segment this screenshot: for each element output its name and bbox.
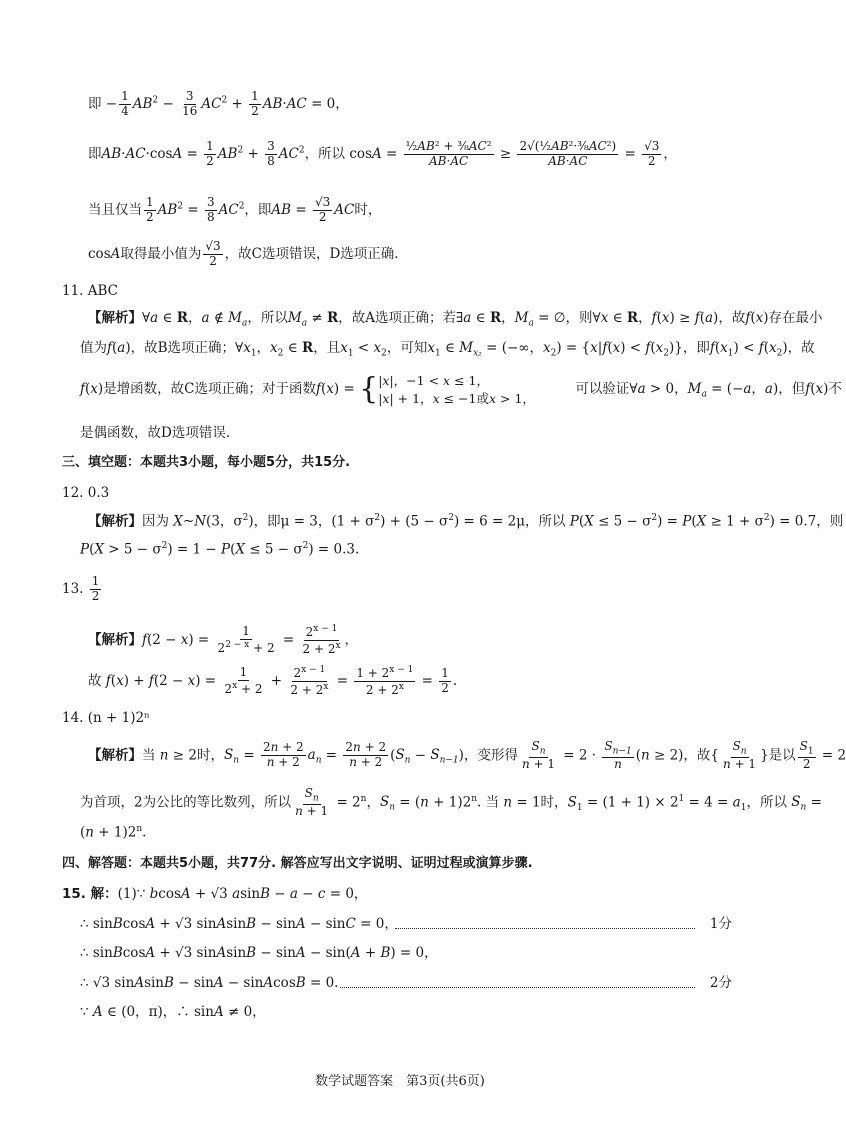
q12-analysis-line2: $P(X > 5 - \sigma^2) = 1 - P(X \le 5 - \sigma^2) = 0.3$. bbox=[80, 541, 360, 558]
analysis-label: 【解析】 bbox=[88, 747, 142, 764]
q14-answer: 14. (n + 1)2ⁿ bbox=[62, 710, 150, 726]
line-10c: 当且仅当 $\frac{1}{2}$ $AB^2$ = $\frac{3}{8}$ $AC^2$，即AB = $\frac{√3}{2}$ AC时， bbox=[88, 195, 382, 224]
q13-analysis-line1: 【解析】f(2 − x) = $\frac{1}{2^{2 - x} + 2}$ = $\frac{2^{x - 1}}{2 + 2^x}$ ， bbox=[88, 624, 359, 656]
q15-line1: 15. 解：(1)∵ bcosA + √3 asinB − a − c = 0， bbox=[62, 886, 368, 902]
q11-analysis-line2: 值为f(a)，故B选项正确；$\forall x_1$，$x_2$ ∈ R，且$x_1 < x_2$，可知$x_1$ ∈ $M_{x_2}$ = (−∞，$x_2) = \{x|f(x) < f(x_2)\}$，即$f(x_1) < f(x_2)$，故 bbox=[80, 340, 815, 359]
page-footer: 数学试题答案 第3页(共6页) bbox=[315, 1074, 485, 1089]
q14-analysis-line1: 【解析】当 n ≥ 2时，$S_n$ = $\frac{2n + 2}{n + 2}$ $a_n$ = $\frac{2n + 2}{n + 2}$ $(S_n - S_{n-1})$，变形得 $\frac{S_n}{n + 1}$ = 2 · $\frac{S_{n-1}}{n}$ (n ≥ 2)，故{ $\frac{S_n}{n + 1}$ }是以 $\frac{S_1}{2}$ = 2 bbox=[88, 739, 846, 771]
section-4-heading: 四、解答题：本题共5小题，共77分. 解答应写出文字说明、证明过程或演算步骤. bbox=[62, 856, 533, 871]
q12-analysis-line1: 【解析】因为 X~N(3，$\sigma^2$)，即μ = 3，$(1 + \sigma^2) + (5 - \sigma^2) = 6 = 2\mu$，所以 $P(X \le 5 - \sigma^2) = P(X \ge 1 + \sigma^2) = 0.7$，则 bbox=[88, 513, 844, 530]
q14-analysis-line3: $(n + 1)2^n$. bbox=[80, 824, 147, 841]
section-3-heading: 三、填空题：本题共3小题，每小题5分，共15分. bbox=[62, 455, 351, 470]
q13-analysis-line2: 故 f(x) + f(2 − x) = $\frac{1}{2^x + 2}$ + $\frac{2^{x - 1}}{2 + 2^x}$ = $\frac{1 + 2^{x - 1}}{2 + 2^x}$ = $\frac{1}{2}$ . bbox=[88, 665, 458, 697]
q11-analysis-line3: f(x)是增函数，故C选项正确；对于函数f(x) = { |x|，−1 < x ≤ 1， |x| + 1，x ≤ −1或x > 1， 可以验证∀a > 0，$M_a = (-a$，a)，但f(x)不 bbox=[80, 371, 842, 407]
q13-answer: 13. $\frac{1}{2}$ bbox=[62, 574, 100, 603]
analysis-label: 【解析】 bbox=[88, 513, 142, 530]
score-leader-2 bbox=[340, 987, 695, 988]
line-10d: cosA取得最小值为 $\frac{√3}{2}$ ，故C选项错误，D选项正确. bbox=[88, 239, 399, 268]
text-then: 时， bbox=[354, 201, 382, 218]
q11-analysis-line4: 是偶函数，故D选项错误. bbox=[80, 425, 231, 441]
score-2: 2分 bbox=[709, 975, 732, 991]
text-equality-condition: 当且仅当 bbox=[88, 201, 142, 218]
score-leader-1 bbox=[395, 928, 695, 929]
q15-line3: ∴ sinBcosA + √3 sinAsinB − sinA − sin(A + B) = 0， bbox=[80, 945, 438, 961]
q15-line4: ∴ √3 sinAsinB − sinA − sinAcosB = 0. bbox=[80, 975, 339, 991]
analysis-label: 【解析】 bbox=[88, 310, 142, 326]
q12-answer: 12. 0.3 bbox=[62, 485, 110, 501]
q15-line2: ∴ sinBcosA + √3 sinAsinB − sinA − sinC = 0， bbox=[80, 916, 398, 932]
line-10b: 即AB·AC·cosA = $\frac{1}{2}$ $AB^2$ + $\frac{3}{8}$ $AC^2$，所以 cosA = $\frac{\text{½AB² + ⅜AC²}}{AB\cdot AC}$ ≥ $\frac{\text{2√(½AB²·⅜AC²)}}{AB\cdot AC}$ = $\frac{√3}{2}$ ， bbox=[88, 139, 677, 168]
line-10a: 即 − $\frac{1}{4}$ $AB^2$ − $\frac{3}{16}$ $AC^2$ + $\frac{1}{2}$ AB·AC = 0， bbox=[88, 89, 349, 118]
score-1: 1分 bbox=[709, 916, 732, 932]
q11-analysis-line1: 【解析】∀a ∈ R，a ∉ $M_a$，所以$M_a \ne R$，故A选项正确；若∃a ∈ R，$M_a$ = ∅，则∀x ∈ R，f(x) ≥ f(a)，故f(x)存在最小 bbox=[88, 310, 823, 329]
q15-line5: ∵ A ∈ (0，π)，∴ sinA ≠ 0， bbox=[80, 1004, 266, 1020]
analysis-label: 【解析】 bbox=[88, 631, 142, 648]
q11-answer: 11. ABC bbox=[62, 283, 119, 299]
q14-analysis-line2: 为首项，2为公比的等比数列，所以 $\frac{S_n}{n + 1}$ = $2^n$，$S_n = (n + 1)2^n$. 当 n = 1时，$S_1 = (1 + 1) \times 2^1 = 4 = a_1$，所以 $S_n$ = bbox=[80, 786, 822, 818]
